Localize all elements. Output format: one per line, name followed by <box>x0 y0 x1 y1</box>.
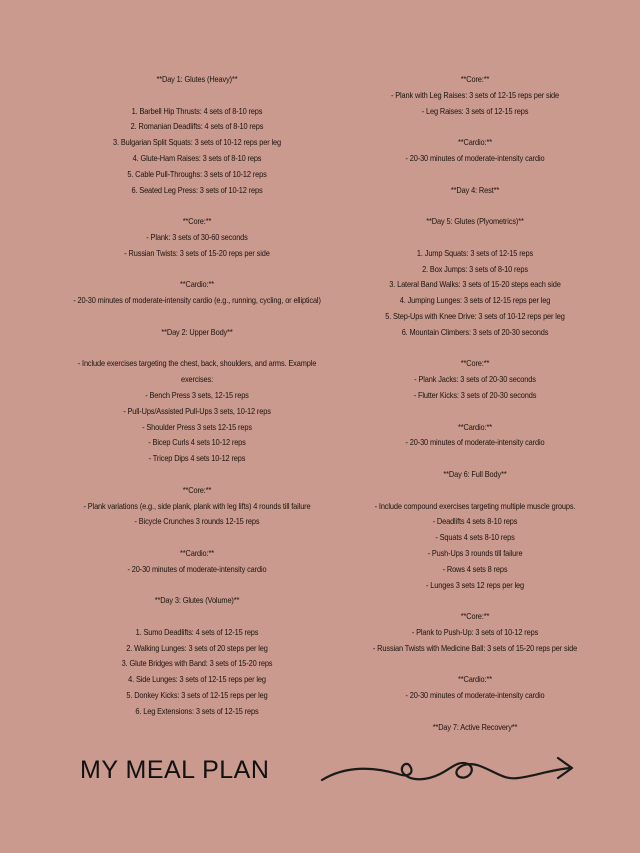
text-line: - 20-30 minutes of moderate-intensity cardio <box>405 152 545 163</box>
text-line <box>64 309 331 325</box>
text-line: - Lunges 3 sets 12 reps per leg <box>426 579 524 590</box>
right-column <box>346 72 604 735</box>
text-line: - Push-Ups 3 rounds till failure <box>427 547 523 558</box>
text-line: 1. Barbell Hip Thrusts: 4 sets of 8-10 reps <box>131 105 263 116</box>
text-line: 6. Leg Extensions: 3 sets of 12-15 reps <box>135 705 259 716</box>
text-line <box>346 119 604 135</box>
text-line: 3. Bulgarian Split Squats: 3 sets of 10-12 reps per leg <box>113 137 281 148</box>
text-line: **Core:** <box>460 358 490 369</box>
text-line <box>346 198 604 214</box>
text-line: **Cardio:** <box>180 279 214 290</box>
text-line: - Include compound exercises targeting multiple muscle groups. <box>374 500 576 511</box>
text-line <box>346 451 604 467</box>
text-line: 3. Lateral Band Walks: 3 sets of 15-20 steps each side <box>389 279 561 290</box>
text-line <box>64 530 331 546</box>
text-line: **Day 4: Rest** <box>450 184 500 195</box>
text-line: - Plank with Leg Raises: 3 sets of 12-15 reps per side <box>390 89 560 100</box>
meal-plan-title: MY MEAL PLAN <box>80 756 270 784</box>
text-line: 1. Jump Squats: 3 sets of 12-15 reps <box>416 247 534 258</box>
text-line: **Day 1: Glutes (Heavy)** <box>156 74 238 84</box>
text-line: 5. Step-Ups with Knee Drive: 3 sets of 10-12 reps per leg <box>385 310 565 321</box>
text-line: - Squats 4 sets 8-10 reps <box>435 532 515 543</box>
text-line: **Cardio:** <box>458 421 492 432</box>
text-line: - Russian Twists: 3 sets of 15-20 reps per side <box>124 247 270 258</box>
text-line: - 20-30 minutes of moderate-intensity cardio <box>405 437 545 448</box>
text-line <box>346 704 604 720</box>
text-line <box>64 198 331 214</box>
text-line: 4. Glute-Ham Raises: 3 sets of 8-10 reps <box>132 152 262 163</box>
text-line: - Bicycle Crunches 3 rounds 12-15 reps <box>134 516 260 527</box>
text-line: **Core:** <box>182 484 212 495</box>
text-line: - 20-30 minutes of moderate-intensity cardio <box>127 563 267 574</box>
text-line <box>346 404 604 420</box>
text-line: 4. Jumping Lunges: 3 sets of 12-15 reps per leg <box>399 295 551 306</box>
text-line <box>64 578 331 594</box>
text-line: 2. Romanian Deadlifts: 4 sets of 8-10 reps <box>130 121 264 132</box>
text-line: - Russian Twists with Medicine Ball: 3 sets of 15-20 reps per side <box>372 642 578 653</box>
text-line: - Leg Raises: 3 sets of 12-15 reps <box>421 105 529 116</box>
text-line <box>64 609 331 625</box>
text-line: - Deadlifts 4 sets 8-10 reps <box>432 516 518 527</box>
text-line <box>64 341 331 357</box>
text-line: - Bicep Curls 4 sets 10-12 reps <box>148 437 246 448</box>
text-line <box>64 88 331 104</box>
text-line: 2. Box Jumps: 3 sets of 8-10 reps <box>422 263 528 274</box>
text-line: 1. Sumo Deadlifts: 4 sets of 12-15 reps <box>135 626 259 637</box>
text-line: - 20-30 minutes of moderate-intensity cardio <box>405 690 545 701</box>
text-line: exercises: <box>181 374 213 385</box>
swirl-arrow-icon <box>318 748 580 798</box>
text-line <box>64 467 331 483</box>
left-column <box>64 72 331 720</box>
text-line: **Core:** <box>182 216 212 227</box>
text-line: - Flutter Kicks: 3 sets of 20-30 seconds <box>413 389 537 400</box>
text-line: - Bench Press 3 sets, 12-15 reps <box>145 389 249 400</box>
text-line: 6. Seated Leg Press: 3 sets of 10-12 reps <box>131 184 263 195</box>
text-line <box>346 167 604 183</box>
text-line: 5. Donkey Kicks: 3 sets of 12-15 reps per leg <box>126 690 268 701</box>
text-line: - Rows 4 sets 8 reps <box>442 563 508 574</box>
text-line: **Cardio:** <box>180 547 214 558</box>
text-line: **Day 3: Glutes (Volume)** <box>154 595 240 606</box>
text-line: - Plank variations (e.g., side plank, plank with leg lifts) 4 rounds till failure <box>83 500 311 511</box>
text-line: **Core:** <box>460 611 490 622</box>
text-line: **Day 5: Glutes (Plyometrics)** <box>426 216 524 227</box>
text-line: - Include exercises targeting the chest, back, shoulders, and arms. Example <box>77 358 317 369</box>
text-line: **Day 2: Upper Body** <box>161 326 233 337</box>
text-line: - Plank: 3 sets of 30-60 seconds <box>146 231 248 242</box>
text-line <box>64 262 331 278</box>
text-line: 3. Glute Bridges with Band: 3 sets of 15-20 reps <box>121 658 273 669</box>
text-line: - Shoulder Press 3 sets 12-15 reps <box>142 421 252 432</box>
text-line: - 20-30 minutes of moderate-intensity cardio (e.g., running, cycling, or elliptical) <box>73 295 321 306</box>
text-line: 5. Cable Pull-Throughs: 3 sets of 10-12 reps <box>127 168 267 179</box>
text-line: 2. Walking Lunges: 3 sets of 20 steps per leg <box>126 642 268 653</box>
text-line <box>346 483 604 499</box>
text-line <box>346 656 604 672</box>
text-line: **Core:** <box>460 74 490 84</box>
text-line: - Plank to Push-Up: 3 sets of 10-12 reps <box>411 626 539 637</box>
text-line: - Plank Jacks: 3 sets of 20-30 seconds <box>414 374 536 385</box>
text-line: **Cardio:** <box>458 137 492 148</box>
text-line: 4. Side Lunges: 3 sets of 12-15 reps per leg <box>128 674 266 685</box>
text-line <box>346 593 604 609</box>
text-line <box>346 341 604 357</box>
text-line: - Pull-Ups/Assisted Pull-Ups 3 sets, 10-12 reps <box>123 405 271 416</box>
text-line: - Tricep Dips 4 sets 10-12 reps <box>148 453 246 464</box>
text-line: 6. Mountain Climbers: 3 sets of 20-30 seconds <box>401 326 549 337</box>
text-line <box>346 230 604 246</box>
text-line: **Day 6: Full Body** <box>443 468 507 479</box>
text-line: **Cardio:** <box>458 674 492 685</box>
text-line: **Day 7: Active Recovery** <box>432 721 518 732</box>
